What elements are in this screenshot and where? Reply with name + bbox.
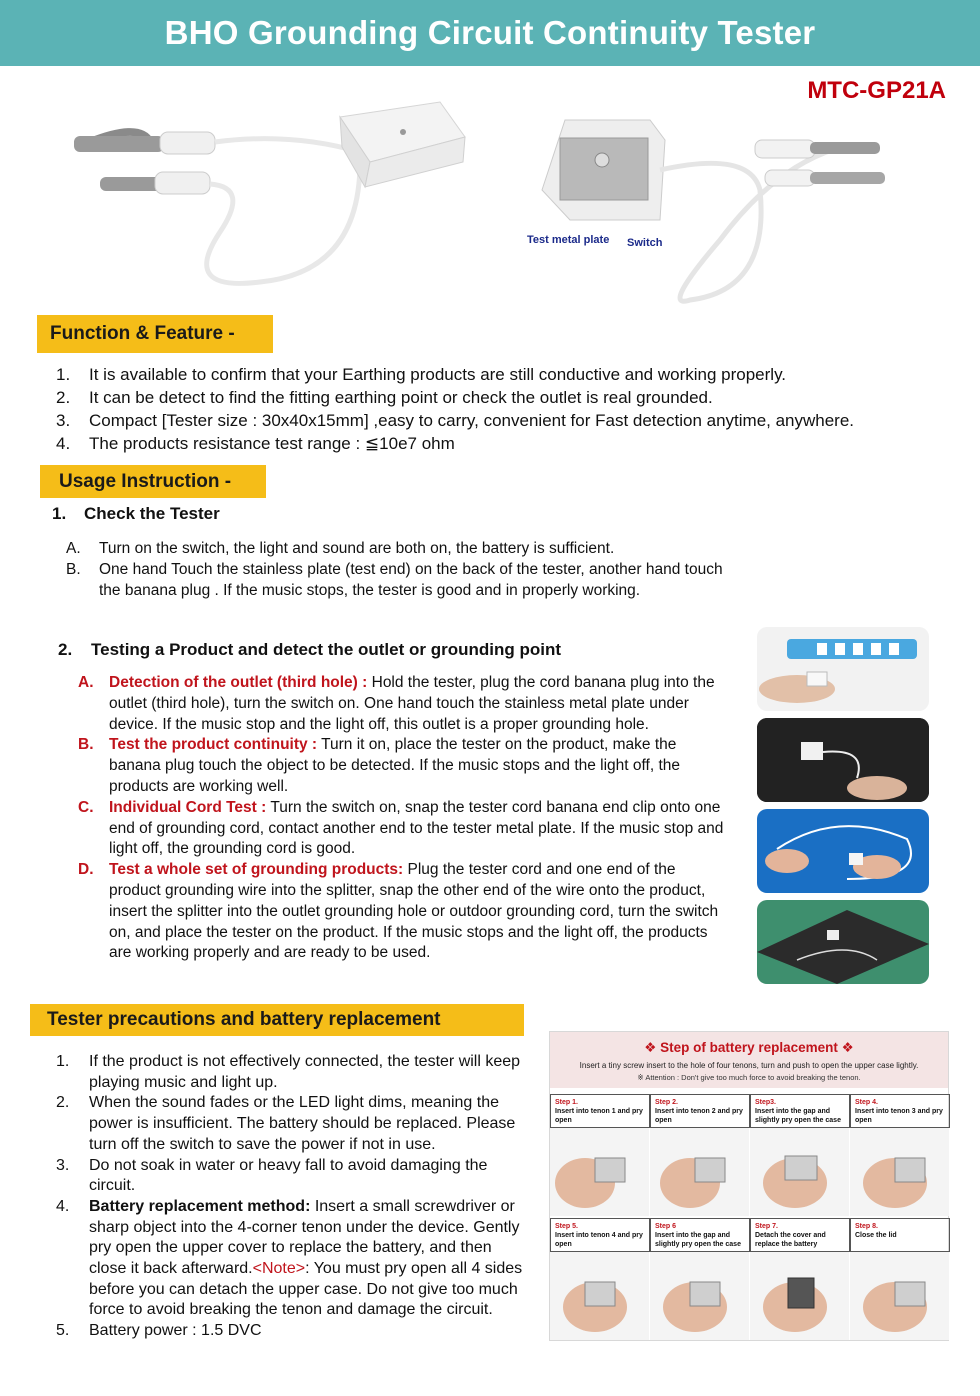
cord-test-photo [757, 809, 929, 893]
step-photo [550, 1252, 650, 1340]
battery-steps-subtitle: Insert a tiny screw insert to the hole of four tenons, turn and push to open the upper case lightly. [579, 1061, 919, 1070]
usage-instruction-heading: Usage Instruction - [40, 465, 266, 498]
precautions-heading: Tester precautions and battery replacement [30, 1004, 524, 1036]
list-item: 5. Battery power : 1.5 DVC [56, 1322, 262, 1340]
list-item: B. One hand Touch the stainless plate (test end) on the back of the tester, another hand touch the banana plug . If the music stops, the tester is good and in properly working. [66, 561, 723, 599]
list-item: 3. Do not soak in water or heavy fall to avoid damaging the circuit. [56, 1156, 488, 1195]
function-feature-heading: Function & Feature - [37, 315, 273, 353]
step-photo [850, 1128, 950, 1216]
tester-photo-front [520, 110, 900, 310]
step-label: Step 8. Close the lid [850, 1218, 950, 1252]
whole-set-test-photo [757, 900, 929, 984]
step-label: Step 6 Insert into the gap and slightly pry open the case [650, 1218, 750, 1252]
testing-list [78, 673, 728, 964]
battery-steps-title: ❖ Step of battery replacement ❖ [644, 1040, 854, 1055]
step-photo [750, 1252, 850, 1340]
step-photo [750, 1128, 850, 1216]
list-item: 2. It can be detect to find the fitting earthing point or check the outlet is real grounded. [56, 388, 713, 407]
list-item: C. Individual Cord Test : Turn the switch on, snap the tester cord banana end clip onto one end of grounding cord, contact another end to the tester metal plate. If the music stop and light off, the grounding cord is good. [78, 798, 724, 858]
switch-label: Switch [627, 237, 663, 249]
test-metal-plate-label: Test metal plate [527, 234, 610, 246]
check-tester-list [66, 538, 736, 601]
list-item: D. Test a whole set of grounding products: Plug the tester cord and one end of the product grounding wire into the splitter, snap the other end of the wire onto the product, insert the splitter into the outlet grounding hole or outdoor grounding cord, turn the switch on, and place the tester on the product. If the music stops and the light off, the products are working properly and are ready to be used. [78, 861, 719, 962]
list-item: 4. Battery replacement method: Insert a small screwdriver or sharp object into the 4-corner tenon under the device. Gently pry open the upper cover to replace the battery, and then close it back afterward.<Note>: You must pry open all 4 sides before you can detach the upper case. Do not give too much force to avoid breaking the tenon and damage the circuit. [56, 1197, 523, 1319]
step-label: Step 1. Insert into tenon 1 and pry open [550, 1094, 650, 1128]
step-photo [650, 1128, 750, 1216]
list-item: 4. The products resistance test range : ≦10e7 ohm [56, 434, 455, 453]
step-photo [850, 1252, 950, 1340]
step-label: Step 5. Insert into tenon 4 and pry open [550, 1218, 650, 1252]
product-continuity-photo [757, 718, 929, 802]
list-item: B. Test the product continuity : Turn it on, place the tester on the product, make the banana plug touch the object to be detected. If the music stops and the light off, the products are working well. [78, 736, 681, 795]
step-photo [550, 1128, 650, 1216]
step-label: Step3. Insert into the gap and slightly pry open the case [750, 1094, 850, 1128]
list-item: 1. It is available to confirm that your Earthing products are still conductive and working properly. [56, 365, 787, 384]
step-label: Step 4. Insert into tenon 3 and pry open [850, 1094, 950, 1128]
check-tester-heading: 1. Check the Tester [52, 504, 220, 523]
step-photo [650, 1252, 750, 1340]
page-title: BHO Grounding Circuit Continuity Tester [164, 14, 816, 51]
tester-photo-back [60, 92, 480, 302]
list-item: A. Turn on the switch, the light and sound are both on, the battery is sufficient. [66, 540, 615, 557]
testing-heading: 2. Testing a Product and detect the outlet or grounding point [58, 640, 561, 659]
list-item: 2. When the sound fades or the LED light dims, meaning the power is insufficient. The battery should be replaced. Please turn off the switch to save the power if not in use. [56, 1094, 516, 1153]
step-label: Step 2. Insert into tenon 2 and pry open [650, 1094, 750, 1128]
feature-list [56, 363, 956, 455]
step-label: Step 7. Detach the cover and replace the battery [750, 1218, 850, 1252]
precautions-list [56, 1052, 526, 1342]
battery-replacement-panel [549, 1031, 949, 1341]
list-item: 3. Compact [Tester size : 30x40x15mm] ,easy to carry, convenient for Fast detection anytime, anywhere. [56, 411, 855, 430]
outlet-test-photo [757, 627, 929, 711]
battery-attention: ※ Attention : Don't give too much force to avoid breaking the tenon. [637, 1073, 861, 1082]
title-bar [0, 0, 980, 66]
list-item: 1. If the product is not effectively connected, the tester will keep playing music and light up. [56, 1053, 521, 1091]
list-item: A. Detection of the outlet (third hole) : Hold the tester, plug the cord banana plug into the outlet (third hole), turn the switch on. One hand touch the stainless metal plate under device. If the music stop and the light off, this outlet is a proper grounding hole. [78, 674, 715, 733]
model-number: MTC-GP21A [807, 77, 946, 104]
